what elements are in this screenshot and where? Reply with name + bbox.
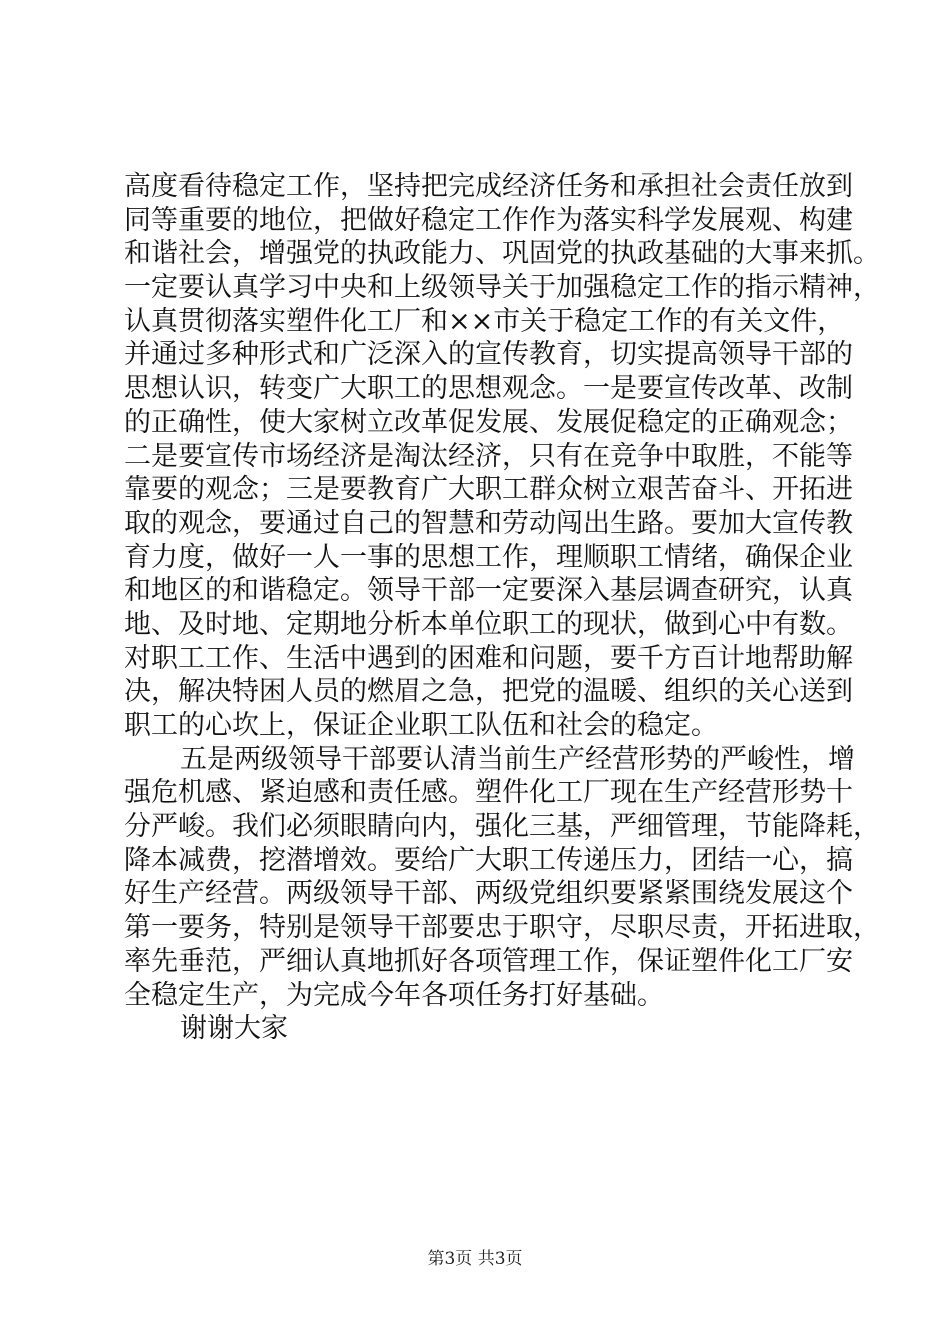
paragraph-point-five bbox=[124, 743, 880, 1013]
text-line: 高度看待稳定工作，坚持把完成经济任务和承担社会责任放到 bbox=[124, 171, 853, 202]
text-line: 职工的心坎上，保证企业职工队伍和社会的稳定。 bbox=[124, 710, 718, 741]
paragraph-continuation bbox=[124, 170, 880, 743]
closing-line: 谢谢大家 bbox=[180, 1013, 288, 1045]
text-line: 和地区的和谐稳定。领导干部一定要深入基层调查研究，认真 bbox=[124, 575, 853, 607]
text-line: 认真贯彻落实塑件化工厂和××市关于稳定工作的有关文件， bbox=[124, 305, 845, 337]
page-footer bbox=[0, 1244, 950, 1269]
text-line: 率先垂范，严细认真地抓好各项管理工作，保证塑件化工厂安 bbox=[124, 945, 853, 977]
text-line: 一定要认真学习中央和上级领导关于加强稳定工作的指示精神， bbox=[124, 272, 880, 304]
text-line: 降本减费，挖潜增效。要给广大职工传递压力，团结一心，搞 bbox=[124, 844, 853, 876]
text-line: 好生产经营。两级领导干部、两级党组织要紧紧围绕发展这个 bbox=[124, 878, 853, 910]
text-line: 育力度，做好一人一事的思想工作，理顺职工情绪，确保企业 bbox=[124, 541, 853, 573]
text-line: 二是要宣传市场经济是淘汰经济，只有在竞争中取胜，不能等 bbox=[124, 440, 853, 472]
text-line: 同等重要的地位，把做好稳定工作作为落实科学发展观、构建 bbox=[124, 204, 853, 236]
text-line: 分严峻。我们必须眼睛向内，强化三基，严细管理，节能降耗， bbox=[124, 811, 880, 843]
page-number-label: 第3页 共3页 bbox=[427, 1249, 523, 1269]
text-line: 全稳定生产，为完成今年各项任务打好基础。 bbox=[124, 979, 664, 1011]
text-line: 决，解决特困人员的燃眉之急，把党的温暖、组织的关心送到 bbox=[124, 676, 853, 708]
text-line: 地、及时地、定期地分析本单位职工的现状，做到心中有数。 bbox=[124, 608, 853, 640]
text-line: 取的观念，要通过自己的智慧和劳动闯出生路。要加大宣传教 bbox=[124, 507, 853, 539]
text-line: 思想认识，转变广大职工的思想观念。一是要宣传改革、改制 bbox=[124, 373, 853, 405]
document-body bbox=[124, 170, 880, 1046]
text-line: 五是两级领导干部要认清当前生产经营形势的严峻性，增 bbox=[180, 743, 855, 775]
text-line: 并通过多种形式和广泛深入的宣传教育，切实提高领导干部的 bbox=[124, 339, 853, 371]
text-line: 靠要的观念；三是要教育广大职工群众树立艰苦奋斗、开拓进 bbox=[124, 474, 853, 506]
text-line: 强危机感、紧迫感和责任感。塑件化工厂现在生产经营形势十 bbox=[124, 777, 853, 809]
text-line: 对职工工作、生活中遇到的困难和问题，要千方百计地帮助解 bbox=[124, 642, 853, 674]
text-line: 和谐社会，增强党的执政能力、巩固党的执政基础的大事来抓。 bbox=[124, 238, 880, 270]
paragraph-closing bbox=[124, 1012, 840, 1046]
text-line: 第一要务，特别是领导干部要忠于职守，尽职尽责，开拓进取， bbox=[124, 912, 880, 944]
text-line: 的正确性，使大家树立改革促发展、发展促稳定的正确观念； bbox=[124, 406, 853, 438]
